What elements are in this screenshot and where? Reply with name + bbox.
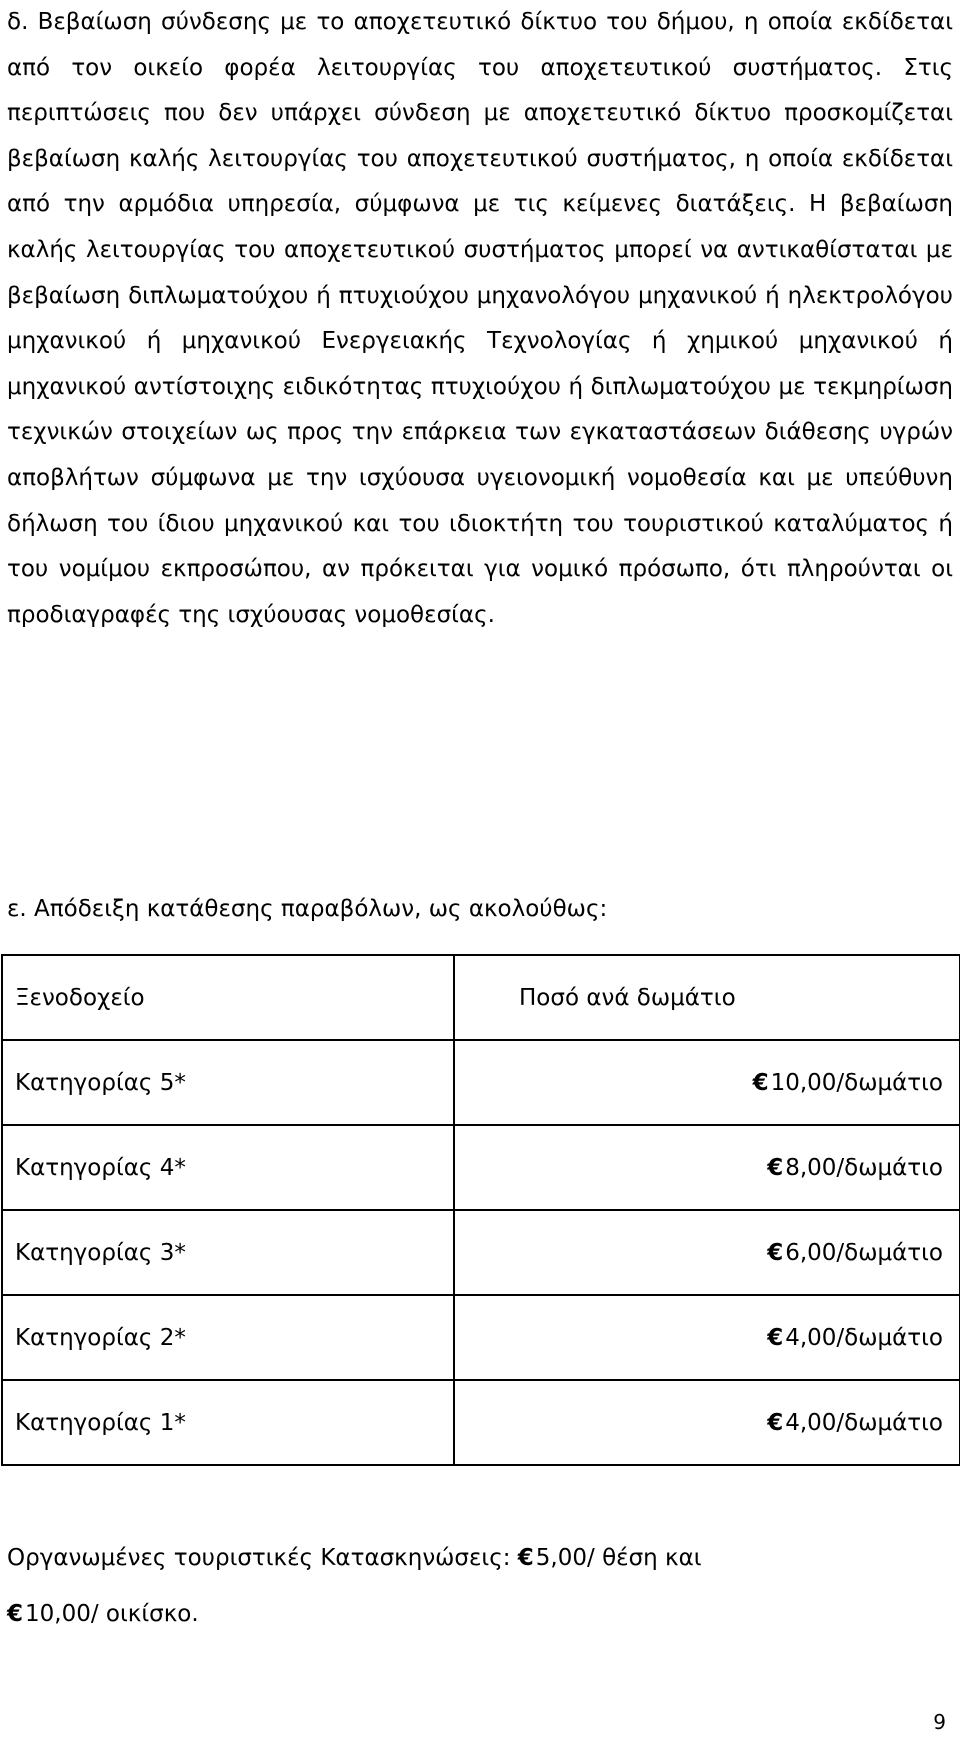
section-e-heading: ε. Απόδειξη κατάθεσης παραβόλων, ως ακολούθως: bbox=[7, 896, 608, 922]
fee-table-header-amount: Ποσό ανά δωμάτιο bbox=[454, 955, 960, 1040]
fee-amount-cell bbox=[454, 1040, 960, 1125]
fee-amount: 4,00/δωμάτιο bbox=[785, 1409, 943, 1436]
fee-amount: 4,00/δωμάτιο bbox=[785, 1324, 943, 1351]
fee-amount: 10,00/δωμάτιο bbox=[770, 1069, 943, 1096]
euro-symbol: € bbox=[767, 1239, 784, 1266]
fee-category: Κατηγορίας 2* bbox=[2, 1295, 454, 1380]
campsites-pitch-fee: 5,00/ θέση και bbox=[535, 1545, 702, 1571]
fee-table-header-hotel: Ξενοδοχείο bbox=[2, 955, 454, 1040]
fee-table bbox=[1, 954, 960, 1466]
fee-amount: 8,00/δωμάτιο bbox=[785, 1154, 943, 1181]
euro-symbol: € bbox=[517, 1545, 534, 1571]
fee-amount-cell bbox=[454, 1125, 960, 1210]
page-number: 9 bbox=[933, 1710, 946, 1734]
fee-amount: 6,00/δωμάτιο bbox=[785, 1239, 943, 1266]
paragraph-d: δ. Βεβαίωση σύνδεσης με το αποχετευτικό δίκτυο του δήμου, η οποία εκδίδεται από τον οικείο φορέα λειτουργίας του αποχετευτικού συστήματος. Στις περιπτώσεις που δεν υπάρχει σύνδεση με αποχετευτικό δίκτυο προσκομίζεται βεβαίωση καλής λειτουργίας του αποχετευτικού συστήματος, η οποία εκδίδεται από την αρμόδια υπηρεσία, σύμφωνα με τις κείμενες διατάξεις. Η βεβαίωση καλής λειτουργίας του αποχετευτικού συστήματος μπορεί να αντικαθίσταται με βεβαίωση διπλωματούχου ή πτυχιούχου μηχανολόγου μηχανικού ή ηλεκτρολόγου μηχανικού ή μηχανικού Ενεργειακής Τεχνολογίας ή χημικού μηχανικού ή μηχανικού αντίστοιχης ειδικότητας πτυχιούχου ή διπλωματούχου με τεκμηρίωση τεχνικών στοιχείων ως προς την επάρκεια των εγκαταστάσεων διάθεσης υγρών αποβλήτων σύμφωνα με την ισχύουσα υγειονομική νομοθεσία και με υπεύθυνη δήλωση του ίδιου μηχανικού και του ιδιοκτήτη του τουριστικού καταλύματος ή του νομίμου εκπροσώπου, αν πρόκειται για νομικό πρόσωπο, ότι πληρούνται οι προδιαγραφές της ισχύουσας νομοθεσίας. bbox=[7, 9, 953, 628]
table-row bbox=[2, 1210, 960, 1295]
fee-table-header-row bbox=[2, 955, 960, 1040]
campsites-fees bbox=[7, 1530, 953, 1642]
euro-symbol: € bbox=[767, 1324, 784, 1351]
table-row bbox=[2, 1125, 960, 1210]
fee-category: Κατηγορίας 1* bbox=[2, 1380, 454, 1465]
euro-symbol: € bbox=[767, 1409, 784, 1436]
campsites-cabin-fee: 10,00/ οικίσκο. bbox=[25, 1601, 199, 1627]
fee-amount-cell bbox=[454, 1295, 960, 1380]
euro-symbol: € bbox=[767, 1154, 784, 1181]
fee-category: Κατηγορίας 5* bbox=[2, 1040, 454, 1125]
table-row bbox=[2, 1380, 960, 1465]
fee-amount-cell bbox=[454, 1210, 960, 1295]
campsites-label: Οργανωμένες τουριστικές Κατασκηνώσεις: bbox=[7, 1545, 511, 1571]
euro-symbol: € bbox=[7, 1601, 24, 1627]
table-row bbox=[2, 1295, 960, 1380]
fee-category: Κατηγορίας 3* bbox=[2, 1210, 454, 1295]
table-row bbox=[2, 1040, 960, 1125]
fee-amount-cell bbox=[454, 1380, 960, 1465]
euro-symbol: € bbox=[752, 1069, 769, 1096]
fee-category: Κατηγορίας 4* bbox=[2, 1125, 454, 1210]
